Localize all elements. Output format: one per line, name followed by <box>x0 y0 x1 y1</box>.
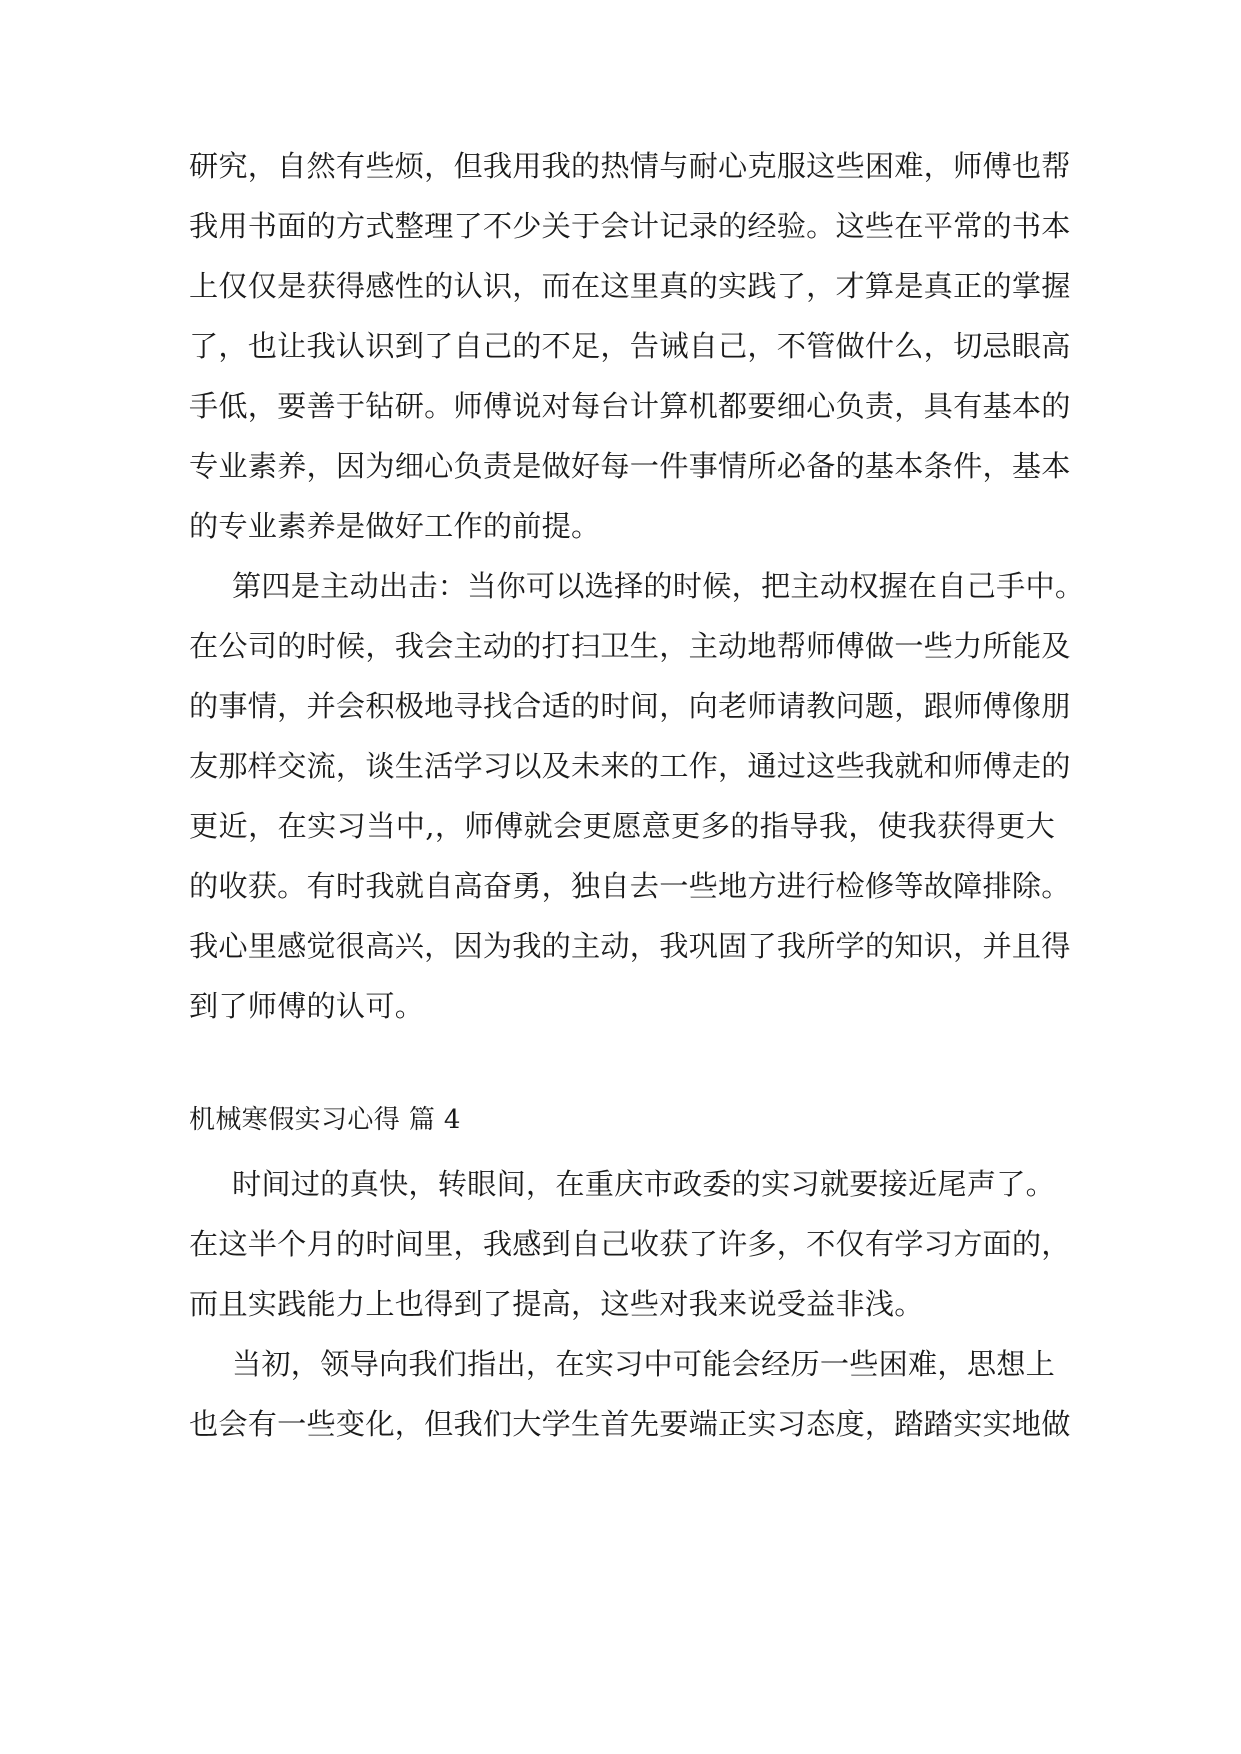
paragraph-2-line-2: 在公司的时候，我会主动的打扫卫生，主动地帮师傅做一些力所能及 <box>189 629 1071 663</box>
paragraph-4-line-1: 当初，领导向我们指出，在实习中可能会经历一些困难，思想上 <box>232 1347 1055 1381</box>
paragraph-2-line-3: 的事情，并会积极地寻找合适的时间，向老师请教问题，跟师傅像朋 <box>189 689 1071 723</box>
paragraph-1-line-5: 手低，要善于钻研。师傅说对每台计算机都要细心负责，具有基本的 <box>189 389 1071 423</box>
section-heading: 机械寒假实习心得 篇 4 <box>189 1105 461 1135</box>
paragraph-1-line-2: 我用书面的方式整理了不少关于会计记录的经验。这些在平常的书本 <box>189 209 1071 243</box>
paragraph-1-line-4: 了，也让我认识到了自己的不足，告诫自己，不管做什么，切忌眼高 <box>189 329 1071 363</box>
paragraph-1-line-1: 研究，自然有些烦，但我用我的热情与耐心克服这些困难，师傅也帮 <box>189 149 1071 183</box>
paragraph-3-line-3: 而且实践能力上也得到了提高，这些对我来说受益非浅。 <box>189 1287 924 1321</box>
paragraph-1-line-6: 专业素养，因为细心负责是做好每一件事情所必备的基本条件，基本 <box>189 449 1071 483</box>
paragraph-1-line-3: 上仅仅是获得感性的认识，而在这里真的实践了，才算是真正的掌握 <box>189 269 1071 303</box>
paragraph-1-line-7: 的专业素养是做好工作的前提。 <box>189 509 601 543</box>
paragraph-2-line-4: 友那样交流，谈生活学习以及未来的工作，通过这些我就和师傅走的 <box>189 749 1071 783</box>
paragraph-2-line-1: 第四是主动出击：当你可以选择的时候，把主动权握在自己手中。 <box>232 569 1085 603</box>
paragraph-2-line-8: 到了师傅的认可。 <box>189 989 425 1023</box>
paragraph-2-line-7: 我心里感觉很高兴，因为我的主动，我巩固了我所学的知识，并且得 <box>189 929 1071 963</box>
paragraph-4-line-2: 也会有一些变化，但我们大学生首先要端正实习态度，踏踏实实地做 <box>189 1407 1071 1441</box>
paragraph-3-line-2: 在这半个月的时间里，我感到自己收获了许多，不仅有学习方面的， <box>189 1227 1071 1261</box>
paragraph-2-line-5: 更近，在实习当中,，师傅就会更愿意更多的指导我，使我获得更大 <box>189 809 1055 843</box>
paragraph-2-line-6: 的收获。有时我就自高奋勇，独自去一些地方进行检修等故障排除。 <box>189 869 1071 903</box>
paragraph-3-line-1: 时间过的真快，转眼间，在重庆市政委的实习就要接近尾声了。 <box>232 1167 1055 1201</box>
